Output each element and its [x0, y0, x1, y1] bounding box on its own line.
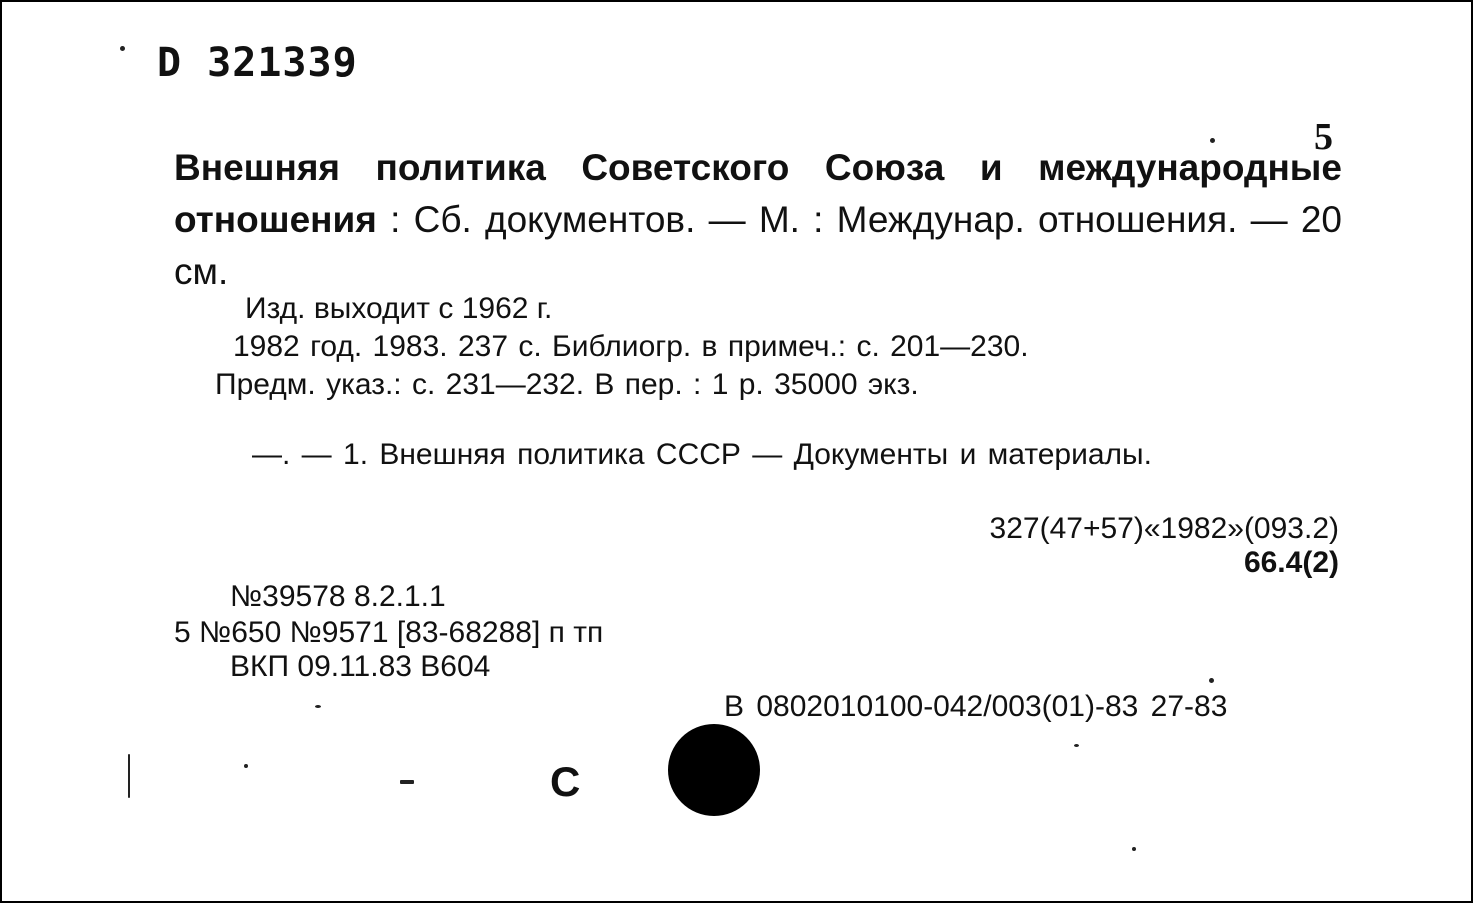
- volume-number: 5: [1314, 116, 1333, 158]
- speck: [1209, 678, 1214, 683]
- notes-line-2: Предм. указ.: с. 231—232. В пер. : 1 р. 35000 экз.: [215, 368, 919, 401]
- speck: [1210, 138, 1215, 143]
- card-number: D 321339: [157, 40, 358, 86]
- title-bold: Внешняя политика Советского Союза и международные отношения: [174, 147, 1342, 240]
- speck: [120, 46, 125, 51]
- registry-line-3: ВКП 09.11.83 В604: [230, 650, 491, 683]
- speck: [244, 764, 248, 768]
- subject-heading: —. — 1. Внешняя политика СССР — Документы и материалы.: [252, 438, 1152, 471]
- speck: [315, 705, 321, 708]
- udc-code: 327(47+57)«1982»(093.2): [989, 512, 1339, 545]
- registry-line-2: 5 №650 №9571 [83-68288] п тп: [174, 616, 604, 649]
- speck: [400, 780, 414, 784]
- punch-hole: [668, 724, 760, 816]
- registry-line-1: №39578 8.2.1.1: [230, 580, 446, 613]
- speck: [128, 754, 130, 798]
- notes-line-1: 1982 год. 1983. 237 с. Библиогр. в примеч.: с. 201—230.: [233, 330, 1029, 363]
- letter-mark: С: [550, 758, 581, 805]
- publisher-code: В 0802010100-042/003(01)-83 27-83: [724, 690, 1228, 723]
- title-rest: : Сб. документов. — М. : Междунар. отношения. — 20 см.: [174, 199, 1342, 292]
- bbk-code: 66.4(2): [1243, 546, 1339, 579]
- bibliographic-title: [174, 142, 1342, 298]
- speck: [1074, 744, 1079, 747]
- issued-note: Изд. выходит с 1962 г.: [245, 292, 553, 325]
- speck: [1132, 847, 1136, 851]
